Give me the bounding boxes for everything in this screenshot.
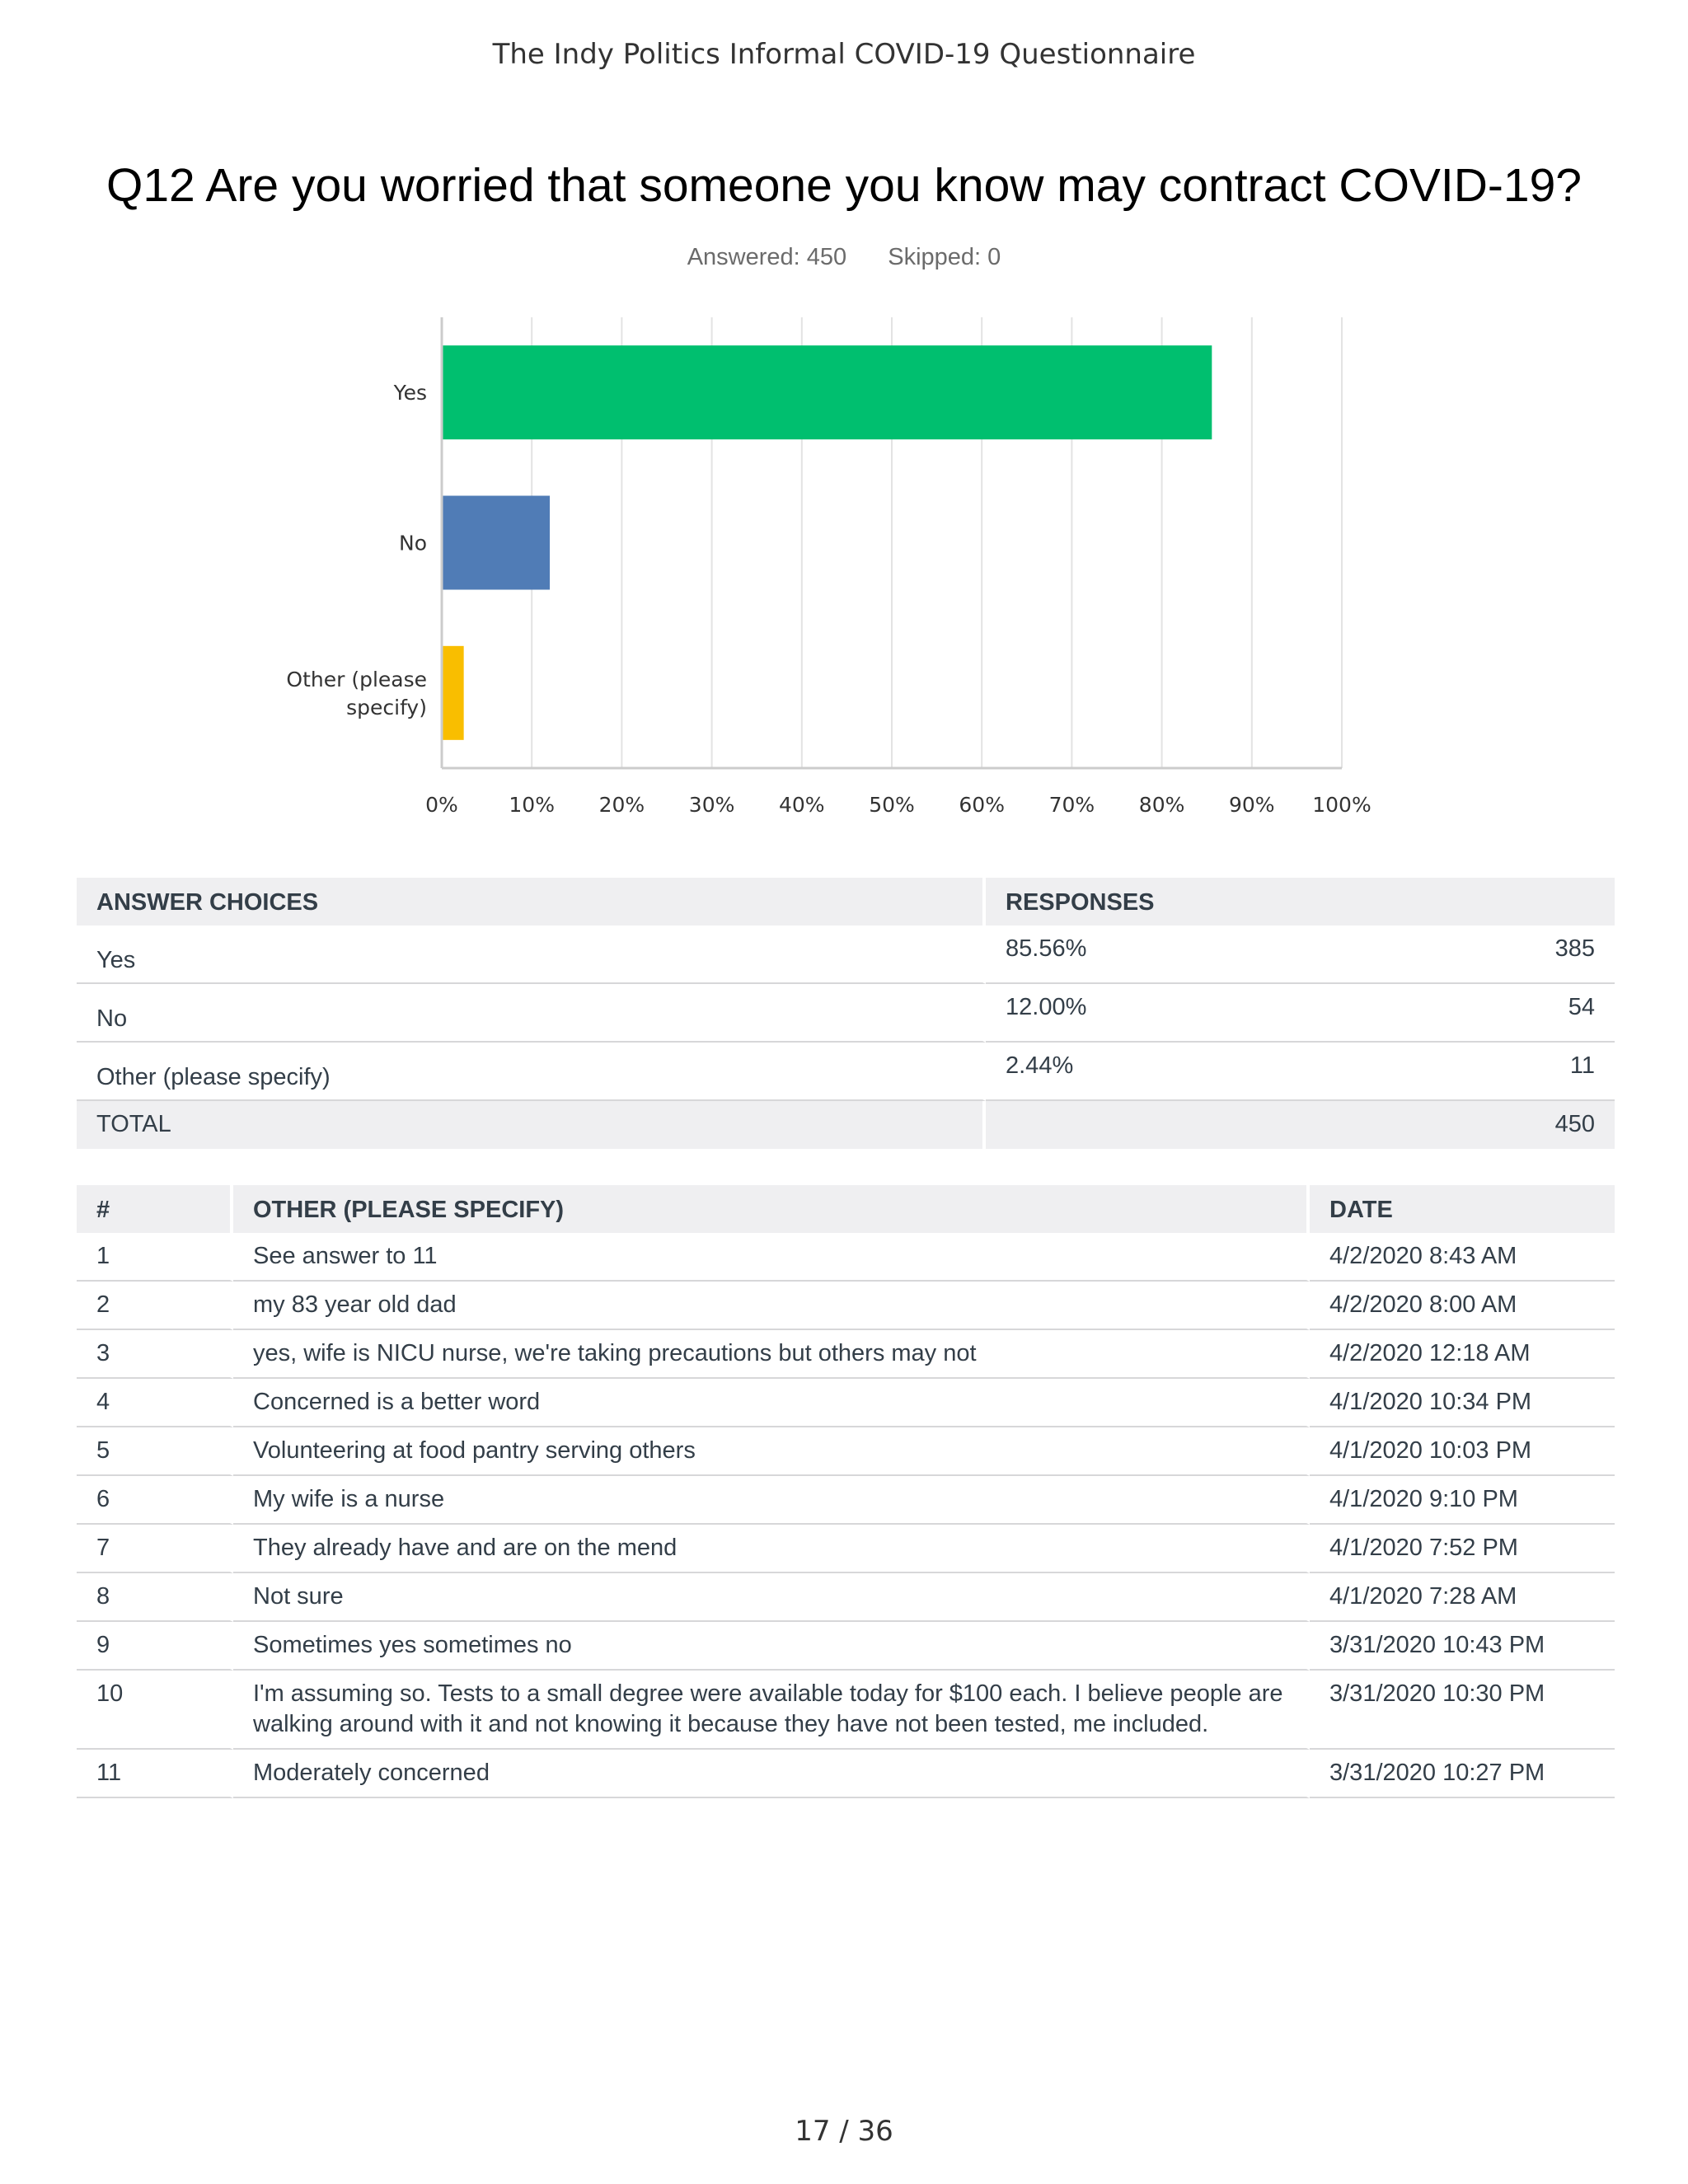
other-responses-header-row (77, 1185, 1615, 1233)
response-date: 4/1/2020 7:28 AM (1310, 1573, 1615, 1622)
response-date: 4/1/2020 9:10 PM (1310, 1476, 1615, 1525)
answer-choices-header-row (77, 878, 1615, 926)
response-date: 4/1/2020 10:34 PM (1310, 1379, 1615, 1427)
table-row (77, 1379, 1615, 1427)
response-date: 4/2/2020 8:00 AM (1310, 1282, 1615, 1330)
table-row (77, 1233, 1615, 1282)
table-row (77, 1427, 1615, 1476)
choice-percent: 12.00% (986, 984, 1365, 1043)
bar-yes (442, 345, 1212, 439)
table-row (77, 1043, 1615, 1101)
x-tick-label: 70% (1048, 793, 1095, 817)
total-count: 450 (1365, 1101, 1615, 1149)
response-text: Not sure (233, 1573, 1310, 1622)
total-label: TOTAL (77, 1101, 986, 1149)
response-number: 10 (77, 1671, 233, 1750)
x-tick-label: 30% (688, 793, 735, 817)
response-number: 11 (77, 1750, 233, 1798)
responses-bar-chart (0, 0, 1688, 832)
response-text: I'm assuming so. Tests to a small degree were available today for $100 each. I believe people are walking around with it and not knowing it because they have not been tested, me included. (233, 1671, 1310, 1750)
category-label: No (399, 531, 427, 555)
page-number: 17 / 36 (795, 2115, 893, 2148)
chart-category-labels (286, 381, 427, 719)
response-text: my 83 year old dad (233, 1282, 1310, 1330)
x-tick-label: 20% (598, 793, 645, 817)
bar-no (442, 496, 550, 590)
question-title: Q12 Are you worried that someone you know may contract COVID-19? (106, 159, 1582, 212)
x-tick-label: 100% (1312, 793, 1372, 817)
table-row (77, 1476, 1615, 1525)
response-text: My wife is a nurse (233, 1476, 1310, 1525)
response-text: yes, wife is NICU nurse, we're taking precautions but others may not (233, 1330, 1310, 1379)
response-text: Sometimes yes sometimes no (233, 1622, 1310, 1671)
table-row (77, 984, 1615, 1043)
table-row (77, 1282, 1615, 1330)
choice-label: No (77, 984, 986, 1043)
date-header: DATE (1310, 1185, 1615, 1233)
answer-choices-header: ANSWER CHOICES (77, 878, 986, 926)
x-tick-label: 40% (779, 793, 825, 817)
response-number: 6 (77, 1476, 233, 1525)
x-tick-label: 90% (1229, 793, 1275, 817)
response-date: 4/2/2020 8:43 AM (1310, 1233, 1615, 1282)
response-number: 1 (77, 1233, 233, 1282)
table-row (77, 1622, 1615, 1671)
response-date: 3/31/2020 10:27 PM (1310, 1750, 1615, 1798)
choice-label: Yes (77, 926, 986, 984)
choice-label: Other (please specify) (77, 1043, 986, 1101)
page-header: The Indy Politics Informal COVID-19 Questionnaire (492, 38, 1196, 71)
response-number: 2 (77, 1282, 233, 1330)
total-percent-empty (986, 1101, 1365, 1149)
choice-percent: 2.44% (986, 1043, 1365, 1101)
table-row (77, 1750, 1615, 1798)
response-number: 4 (77, 1379, 233, 1427)
response-date: 4/2/2020 12:18 AM (1310, 1330, 1615, 1379)
choice-percent: 85.56% (986, 926, 1365, 984)
total-row (77, 1101, 1615, 1149)
response-number: 3 (77, 1330, 233, 1379)
number-header: # (77, 1185, 233, 1233)
response-text: They already have and are on the mend (233, 1525, 1310, 1573)
table-row (77, 1525, 1615, 1573)
choice-count: 11 (1365, 1043, 1615, 1101)
table-row (77, 1330, 1615, 1379)
x-tick-label: 50% (869, 793, 915, 817)
response-date: 4/1/2020 7:52 PM (1310, 1525, 1615, 1573)
choice-count: 385 (1365, 926, 1615, 984)
x-tick-label: 80% (1138, 793, 1185, 817)
response-number: 9 (77, 1622, 233, 1671)
skipped-count: Skipped: 0 (888, 244, 1001, 270)
response-number: 5 (77, 1427, 233, 1476)
answered-count: Answered: 450 (687, 244, 847, 270)
responses-header: RESPONSES (986, 878, 1615, 926)
response-date: 4/1/2020 10:03 PM (1310, 1427, 1615, 1476)
table-row (77, 1671, 1615, 1750)
response-text: Moderately concerned (233, 1750, 1310, 1798)
answer-choices-table (77, 878, 1615, 1149)
category-label: Other (please specify) (286, 667, 427, 719)
x-tick-label: 0% (425, 793, 458, 817)
chart-x-tick-labels (425, 793, 1372, 817)
response-text: Volunteering at food pantry serving others (233, 1427, 1310, 1476)
response-number: 7 (77, 1525, 233, 1573)
x-tick-label: 10% (509, 793, 555, 817)
response-number: 8 (77, 1573, 233, 1622)
chart-bars (442, 345, 1212, 740)
other-responses-table (77, 1185, 1615, 1798)
response-date: 3/31/2020 10:43 PM (1310, 1622, 1615, 1671)
bar-other-please-specify (442, 646, 464, 740)
response-text: Concerned is a better word (233, 1379, 1310, 1427)
other-specify-header: OTHER (PLEASE SPECIFY) (233, 1185, 1310, 1233)
response-date: 3/31/2020 10:30 PM (1310, 1671, 1615, 1750)
choice-count: 54 (1365, 984, 1615, 1043)
category-label: Yes (393, 381, 427, 405)
response-text: See answer to 11 (233, 1233, 1310, 1282)
table-row (77, 1573, 1615, 1622)
x-tick-label: 60% (959, 793, 1005, 817)
table-row (77, 926, 1615, 984)
